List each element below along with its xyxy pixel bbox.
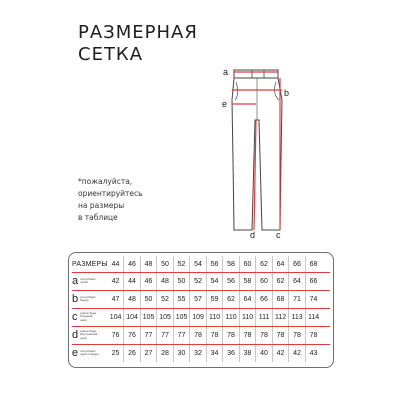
table-cell: 54 xyxy=(206,272,223,290)
row-letter: b xyxy=(72,293,79,305)
diagram-letter-e: e xyxy=(222,99,228,109)
table-cell: 109 xyxy=(190,308,207,326)
row-description: длина брюк (боковой шов) xyxy=(80,311,97,322)
diagram-letter-b: b xyxy=(284,88,290,98)
table-cell: 58 xyxy=(239,272,256,290)
table-header-row xyxy=(72,256,321,272)
size-header-cell: 62 xyxy=(256,256,273,272)
table-cell: 60 xyxy=(256,272,273,290)
row-letter: c xyxy=(72,311,78,323)
size-header-cell: 68 xyxy=(309,260,318,268)
table-cell: 40 xyxy=(256,344,273,362)
table-cell: 77 xyxy=(140,326,157,344)
table-cell: 78 xyxy=(223,326,240,344)
size-header-cell: 48 xyxy=(140,256,157,272)
table-cell: 66 xyxy=(256,290,273,308)
table-cell: 78 xyxy=(206,326,223,344)
table-cell: 55 xyxy=(173,290,190,308)
page-title: РАЗМЕРНАЯ xyxy=(78,22,198,43)
table-cell: 42 xyxy=(289,344,306,362)
table-cell: 43 xyxy=(309,349,318,357)
table-cell: 48 xyxy=(157,272,174,290)
table-cell: 78 xyxy=(272,326,289,344)
table-cell: 57 xyxy=(190,290,207,308)
table-row xyxy=(72,344,321,362)
row-separator xyxy=(72,344,330,345)
table-cell: 38 xyxy=(239,344,256,362)
row-description: полуобхват одного бедра xyxy=(80,348,99,356)
table-cell: 105 xyxy=(140,308,157,326)
size-header-cell: 54 xyxy=(190,256,207,272)
table-row xyxy=(72,326,321,344)
table-cell: 78 xyxy=(309,331,318,339)
row-separator xyxy=(72,272,330,273)
table-cell: 114 xyxy=(307,313,320,321)
size-header-cell: 56 xyxy=(206,256,223,272)
table-cell: 77 xyxy=(157,326,174,344)
table-cell: 74 xyxy=(309,295,318,303)
table-cell: 64 xyxy=(289,272,306,290)
table-cell: 48 xyxy=(124,290,141,308)
table-cell: 34 xyxy=(206,344,223,362)
table-cell: 104 xyxy=(108,308,124,326)
table-cell: 50 xyxy=(140,290,157,308)
row-separator xyxy=(72,290,330,291)
size-note xyxy=(78,176,198,224)
note-line: *пожалуйста, xyxy=(78,177,133,186)
table-cell: 110 xyxy=(223,308,240,326)
table-cell: 76 xyxy=(124,326,141,344)
table-cell: 32 xyxy=(190,344,207,362)
table-cell: 52 xyxy=(190,272,207,290)
table-cell: 105 xyxy=(173,308,190,326)
table-cell: 56 xyxy=(223,272,240,290)
table-cell: 78 xyxy=(239,326,256,344)
table-cell: 77 xyxy=(173,326,190,344)
row-description: полуобхват бедер xyxy=(80,294,96,302)
row-label xyxy=(72,272,108,290)
row-separator xyxy=(72,326,330,327)
note-line: в таблице xyxy=(78,213,118,222)
table-row xyxy=(72,272,321,290)
note-line: ориентируйтесь xyxy=(78,189,143,198)
table-cell: 105 xyxy=(157,308,174,326)
row-description: длина брюк (внутренний шов) xyxy=(80,329,98,340)
table-cell: 42 xyxy=(272,344,289,362)
size-header-cell: 46 xyxy=(124,256,141,272)
table-cell: 28 xyxy=(157,344,174,362)
row-label xyxy=(72,290,108,308)
size-header-cell: 64 xyxy=(272,256,289,272)
diagram-letter-a: a xyxy=(223,67,229,77)
table-cell: 52 xyxy=(157,290,174,308)
row-letter: a xyxy=(72,275,79,287)
table-cell: 78 xyxy=(289,326,306,344)
diagram-letter-d: d xyxy=(250,230,256,240)
row-label xyxy=(72,326,108,344)
table-cell: 62 xyxy=(223,290,240,308)
row-label xyxy=(72,344,108,362)
table-header-label: РАЗМЕРЫ xyxy=(72,260,108,268)
table-cell: 78 xyxy=(190,326,207,344)
note-line: на размеры xyxy=(78,201,125,210)
table-cell: 44 xyxy=(124,272,141,290)
row-description: полуобхват талии xyxy=(80,276,96,284)
table-cell: 110 xyxy=(239,308,256,326)
size-header-cell: 58 xyxy=(223,256,240,272)
size-header-cell: 52 xyxy=(173,256,190,272)
table-cell: 76 xyxy=(108,326,124,344)
table-cell: 25 xyxy=(108,344,124,362)
table-cell: 78 xyxy=(256,326,273,344)
table-cell: 27 xyxy=(140,344,157,362)
table-cell: 62 xyxy=(272,272,289,290)
table-cell: 47 xyxy=(108,290,124,308)
size-header-cell: 60 xyxy=(239,256,256,272)
table-cell: 46 xyxy=(140,272,157,290)
table-cell: 111 xyxy=(256,308,273,326)
table-cell: 68 xyxy=(272,290,289,308)
table-cell: 50 xyxy=(173,272,190,290)
table-cell: 36 xyxy=(223,344,240,362)
size-header-cell: 44 xyxy=(108,256,124,272)
row-letter: e xyxy=(72,347,79,359)
table-row xyxy=(72,308,321,326)
row-letter: d xyxy=(72,329,79,341)
table-cell: 112 xyxy=(272,308,289,326)
diagram-letter-c: c xyxy=(276,230,281,240)
size-table-card xyxy=(68,252,334,368)
pants-waistband xyxy=(234,70,278,78)
size-header-cell: 66 xyxy=(289,256,306,272)
table-cell: 71 xyxy=(289,290,306,308)
table-cell: 113 xyxy=(289,308,306,326)
table-cell: 26 xyxy=(124,344,141,362)
table-cell: 64 xyxy=(239,290,256,308)
table-cell: 66 xyxy=(309,277,318,285)
table-row xyxy=(72,290,321,308)
table-cell: 59 xyxy=(206,290,223,308)
row-separator xyxy=(72,308,330,309)
table-cell: 110 xyxy=(206,308,223,326)
pants-diagram xyxy=(218,60,298,240)
page-subtitle: СЕТКА xyxy=(78,44,144,65)
table-cell: 42 xyxy=(108,272,124,290)
row-label xyxy=(72,308,108,326)
size-header-cell: 50 xyxy=(157,256,174,272)
table-cell: 30 xyxy=(173,344,190,362)
table-cell: 104 xyxy=(124,308,141,326)
